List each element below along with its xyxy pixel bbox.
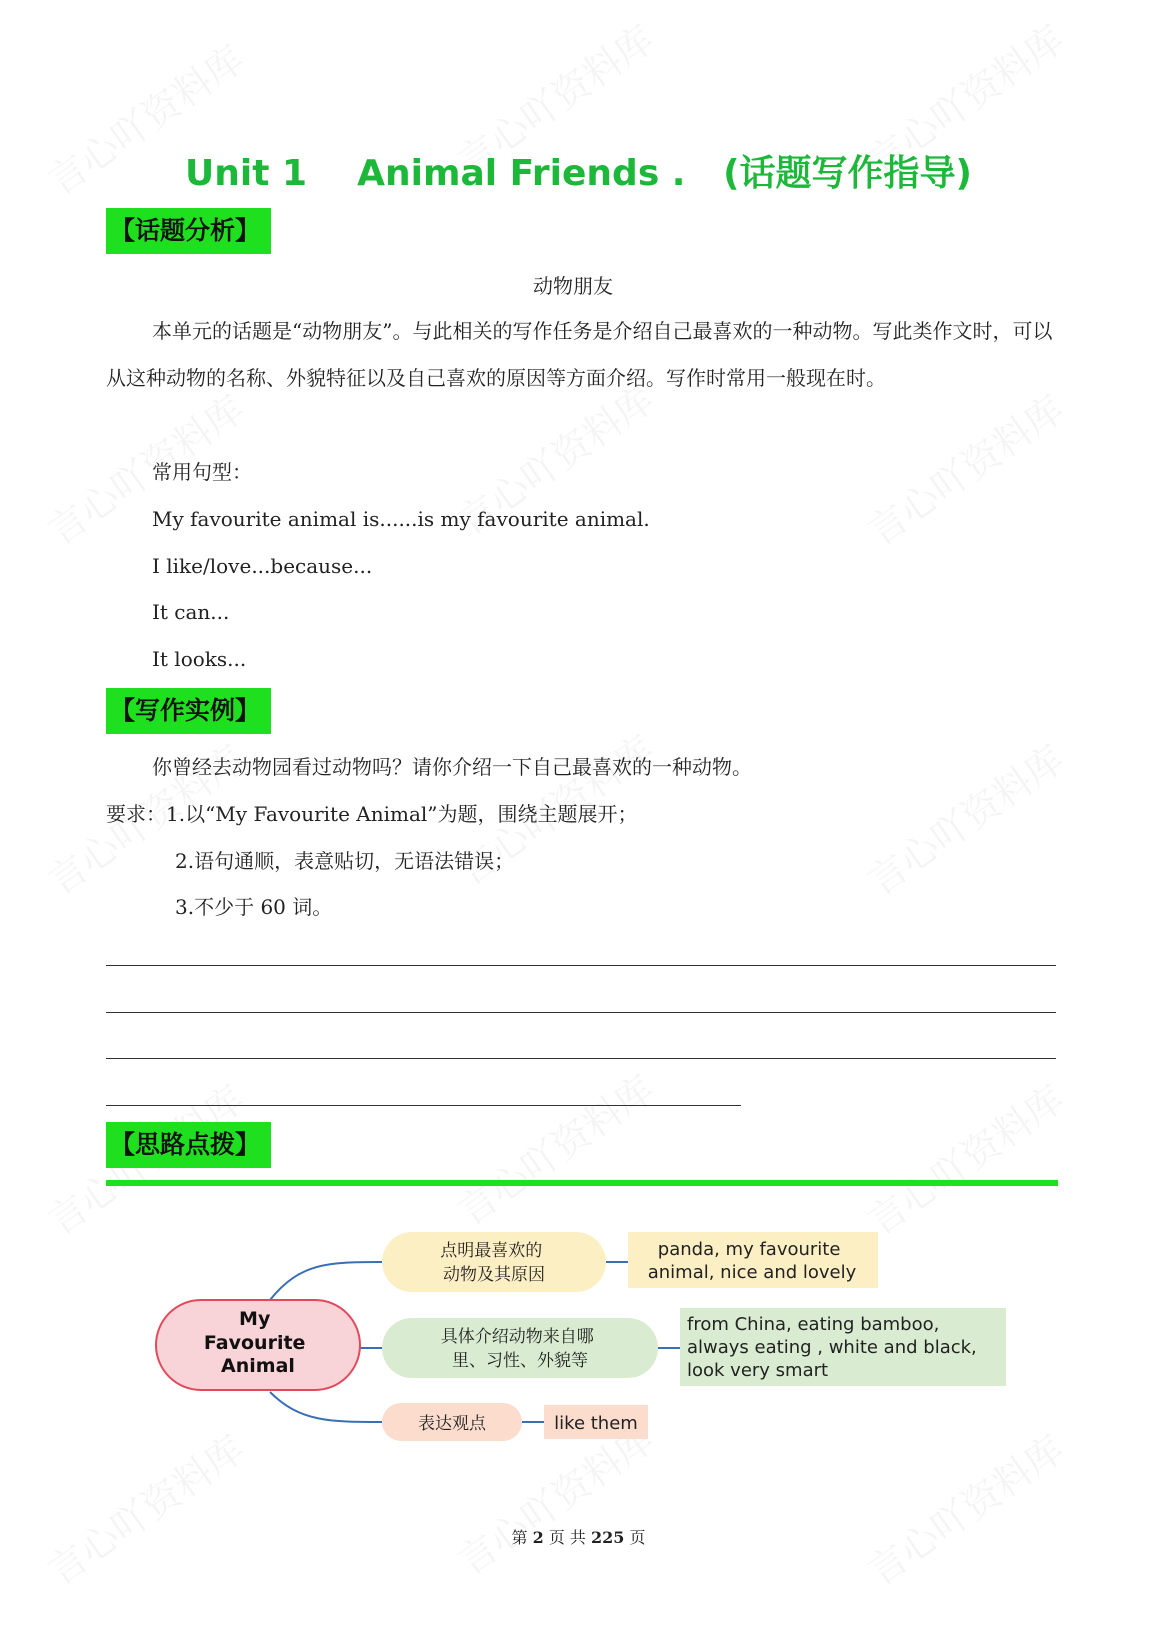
pattern-item: It can... (152, 600, 230, 624)
requirement-2: 2.语句通顺，表意贴切，无语法错误； (175, 849, 515, 873)
section-tag-example: 【写作实例】 (106, 688, 271, 734)
section-tag-analysis: 【话题分析】 (106, 208, 271, 254)
branch2-line: 具体介绍动物来自哪 (440, 1327, 594, 1347)
branch2-line: 里、习性、外貌等 (452, 1351, 588, 1371)
pattern-item: My favourite animal is......is my favourite animal. (152, 507, 650, 531)
analysis-paragraph-text: 本单元的话题是“动物朋友”。与此相关的写作任务是介绍自己最喜欢的一种动物。写此类作文时，可以从这种动物的名称、外貌特征以及自己喜欢的原因等方面介绍。写作时常用一般现在时。 (106, 319, 1053, 390)
branch1-line: 动物及其原因 (443, 1265, 545, 1285)
section-tag-guide: 【思路点拨】 (106, 1122, 271, 1168)
center-line: Animal (221, 1355, 295, 1377)
requirement-3: 3.不少于 60 词。 (175, 895, 333, 919)
mind-map-link (270, 1392, 382, 1422)
example-prompt: 你曾经去动物园看过动物吗？请你介绍一下自己最喜欢的一种动物。 (152, 755, 752, 779)
detail3-text: like them (554, 1413, 638, 1434)
center-line: My (239, 1308, 271, 1330)
detail1-line: animal, nice and lovely (647, 1262, 857, 1283)
detail2-line: look very smart (687, 1360, 829, 1381)
footer-page-number: 2 (532, 1528, 544, 1547)
center-line: Favourite (203, 1332, 306, 1354)
footer-total-pages: 225 (591, 1528, 625, 1547)
detail2-line: from China, eating bamboo, (687, 1314, 940, 1335)
footer-mid: 页 共 (548, 1528, 586, 1547)
footer-pre: 第 (511, 1528, 528, 1547)
page-footer (0, 1525, 1157, 1548)
footer-post: 页 (629, 1528, 646, 1547)
pattern-item: I like/love...because... (152, 554, 373, 578)
analysis-subtitle: 动物朋友 (533, 274, 613, 298)
branch3-text: 表达观点 (418, 1414, 486, 1434)
mind-map-link (270, 1262, 382, 1300)
pattern-item: It looks... (152, 647, 247, 671)
requirement-1: 要求：1.以“My Favourite Animal”为题，围绕主题展开； (106, 802, 638, 826)
detail1-line: panda, my favourite (657, 1239, 841, 1260)
patterns-label: 常用句型： (152, 460, 252, 484)
page-title: Unit 1 Animal Friends . (话题写作指导) (185, 153, 972, 194)
detail2-line: always eating , white and black, (687, 1337, 977, 1358)
branch1-line: 点明最喜欢的 (440, 1241, 543, 1261)
